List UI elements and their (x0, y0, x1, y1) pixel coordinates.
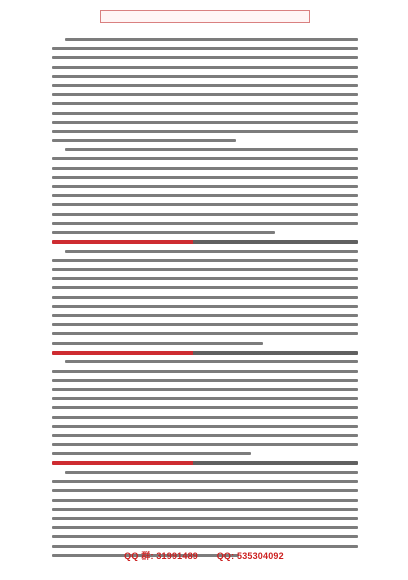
text-line (52, 268, 358, 271)
text-line (52, 176, 358, 179)
paragraph (52, 38, 358, 142)
text-line (52, 121, 358, 124)
text-line (52, 370, 358, 373)
text-line (52, 434, 358, 437)
contact-footer (0, 549, 408, 562)
text-line (65, 38, 358, 41)
text-line (65, 148, 358, 151)
text-line (65, 250, 358, 253)
text-line (52, 443, 358, 446)
text-line (52, 112, 358, 115)
section-heading (52, 351, 358, 355)
text-line (52, 342, 263, 345)
promo-banner (100, 10, 310, 23)
text-line (52, 305, 358, 308)
text-line (52, 286, 358, 289)
text-line (52, 379, 358, 382)
section-heading (52, 240, 358, 244)
text-line (52, 167, 358, 170)
text-line (52, 452, 251, 455)
text-line (52, 425, 358, 428)
paragraph (52, 360, 358, 455)
text-line (52, 314, 358, 317)
text-line (52, 332, 358, 335)
text-line (52, 296, 358, 299)
paragraph (52, 250, 358, 345)
text-line (52, 56, 358, 59)
text-line (65, 360, 358, 363)
paragraph (52, 148, 358, 234)
paragraph (52, 471, 358, 557)
text-line (52, 499, 358, 502)
text-line (52, 406, 358, 409)
text-line (52, 277, 358, 280)
text-line (52, 323, 358, 326)
text-line (52, 93, 358, 96)
text-line (52, 535, 358, 538)
text-line (52, 508, 358, 511)
text-line (52, 480, 358, 483)
text-line (52, 194, 358, 197)
text-line (52, 130, 358, 133)
text-line (52, 222, 358, 225)
text-line (52, 75, 358, 78)
text-line (52, 489, 358, 492)
text-line (52, 84, 358, 87)
text-line (52, 47, 358, 50)
text-line (52, 185, 358, 188)
text-line (52, 397, 358, 400)
text-line (65, 471, 358, 474)
qq-contact-number: QQ: 535304092 (216, 551, 284, 561)
text-line (52, 231, 275, 234)
text-line (52, 259, 358, 262)
text-line (52, 157, 358, 160)
text-line (52, 139, 236, 142)
text-line (52, 102, 358, 105)
document-body (52, 38, 358, 563)
text-line (52, 517, 358, 520)
text-line (52, 66, 358, 69)
qq-group-number: QQ 群: 31991489 (124, 551, 198, 561)
text-line (52, 545, 358, 548)
text-line (52, 203, 358, 206)
text-line (52, 416, 358, 419)
text-line (52, 388, 358, 391)
text-line (52, 213, 358, 216)
text-line (52, 526, 358, 529)
section-heading (52, 461, 358, 465)
